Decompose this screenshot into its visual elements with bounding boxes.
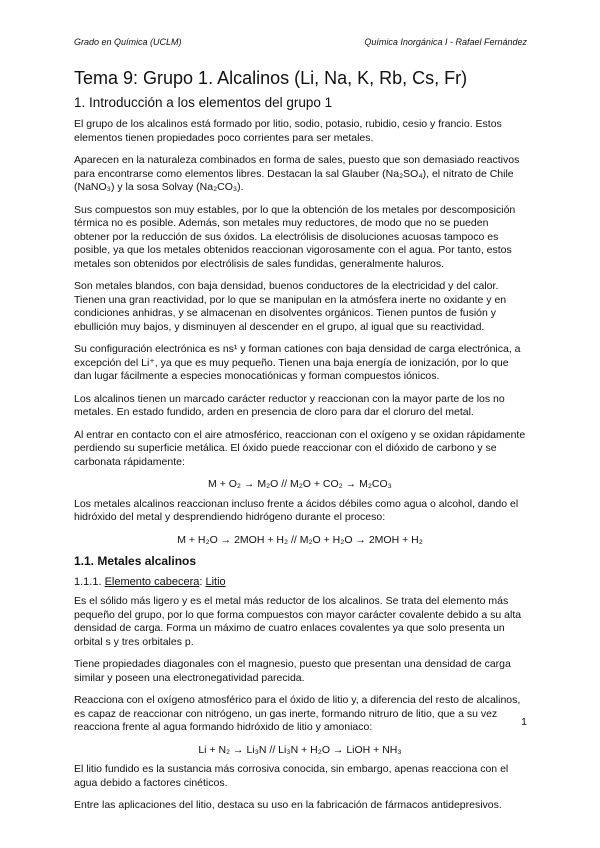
paragraph: Los alcalinos tienen un marcado carácter reductor y reaccionan con la mayor parte de los no metales. En estado fundido, arden en presencia de cloro para dar el cloruro del metal. bbox=[74, 392, 505, 418]
header-right: Química Inorgánica I - Rafael Fernández bbox=[364, 37, 527, 47]
equation: M + O₂ → M₂O // M₂O + CO₂ → M₂CO₃ bbox=[208, 478, 392, 490]
equation: M + H₂O → 2MOH + H₂ // M₂O + H₂O → 2MOH + H₂ bbox=[177, 533, 423, 546]
section-heading: 1. Introducción a los elementos del grupo 1 bbox=[74, 95, 333, 110]
page-title: Tema 9: Grupo 1. Alcalinos (Li, Na, K, Rb, Cs, Fr) bbox=[74, 68, 468, 88]
paragraph: El litio fundido es la sustancia más corrosiva conocida, sin embargo, apenas reacciona con el agua debido a factores cinéticos. bbox=[74, 763, 509, 789]
paragraph: Al entrar en contacto con el aire atmosférico, reaccionan con el oxígeno y se oxidan rápidamente perdiendo su superficie metálica. El óxido puede reaccionar con el dióxido de carbono y se carbonata rápidamente: bbox=[74, 428, 526, 468]
paragraph: Entre las aplicaciones del litio, destaca su uso en la fabricación de fármacos antidepresivos. bbox=[74, 799, 502, 811]
subsubsection-number: 1.1.1. bbox=[74, 576, 105, 588]
subsubsection-heading bbox=[74, 575, 526, 589]
paragraph: El grupo de los alcalinos está formado por litio, sodio, potasio, rubidio, cesio y francio. Estos elementos tienen propiedades poco corrientes para ser metales. bbox=[74, 118, 502, 144]
paragraph: Aparecen en la naturaleza combinados en forma de sales, puesto que son demasiado reactivos para encontrarse como elementos libres. Destacan la sal Glauber (Na₂SO₄), el nitrato de Chile (NaNO₃) y la sosa Solvay (Na₂CO₃). bbox=[74, 154, 520, 193]
paragraph: Los metales alcalinos reaccionan incluso frente a ácidos débiles como agua o alcohol, dando el hidróxido del metal y desprendiendo hidrógeno durante el proceso: bbox=[74, 497, 519, 523]
paragraph: Es el sólido más ligero y es el metal más reductor de los alcalinos. Se trata del elemento más pequeño del grupo, por lo que forma compuestos con mayor carácter covalente debido a su alta densidad de carga. Forma un máximo de cuatro enlaces covalentes ya que solo presenta un orbital s y tres orbitales p. bbox=[74, 595, 522, 648]
subsubsection-separator: : bbox=[199, 576, 206, 588]
subsubsection-element: Litio bbox=[205, 576, 226, 588]
paragraph: Tiene propiedades diagonales con el magnesio, puesto que presentan una densidad de carga similar y poseen una electronegatividad parecida. bbox=[74, 658, 511, 684]
page-number: 1 bbox=[521, 716, 527, 728]
equation: Li + N₂ → Li₃N // Li₃N + H₂O → LiOH + NH₃ bbox=[198, 743, 402, 756]
paragraph: Su configuración electrónica es ns¹ y forman cationes con baja densidad de carga electrónica, a excepción del Li⁺, ya que es muy pequeño. Tienen una baja energía de ionización, por lo que dan lugar fácilmente a especies monocatiónicas y forman compuestos iónicos. bbox=[74, 343, 521, 382]
paragraph: Son metales blandos, con baja densidad, buenos conductores de la electricidad y del calor. Tienen una gran reactividad, por lo que se manipulan en la atmósfera inerte no oxidante y en condiciones anhidras, y se almacenan en disolventes orgánicos. Tienen puntos de fusión y ebullición muy bajos, y disminuyen al descender en el grupo, al igual que su reactividad. bbox=[74, 280, 507, 333]
subsection-heading: 1.1. Metales alcalinos bbox=[74, 554, 197, 568]
subsubsection-label: Elemento cabecera bbox=[104, 576, 200, 588]
header-left: Grado en Química (UCLM) bbox=[74, 37, 182, 47]
paragraph: Reacciona con el oxígeno atmosférico para el óxido de litio y, a diferencia del resto de alcalinos, es capaz de reaccionar con nitrógeno, un gas inerte, formando nitruro de litio, que a su vez reacciona frente al agua formando hidróxido de litio y amoniaco: bbox=[74, 694, 521, 733]
document-body bbox=[74, 66, 526, 822]
paragraph: Sus compuestos son muy estables, por lo que la obtención de los metales por descomposición térmica no es posible. Además, son metales muy reductores, de modo que no se pueden obtener por la reducción de sus óxidos. La electrólisis de disoluciones acuosas tampoco es posible, ya que los metales obtenidos reaccionan vigorosamente con el agua. Por tanto, estos metales son obtenidos por electrólisis de sales fundidas, generalmente haluros. bbox=[74, 203, 516, 270]
